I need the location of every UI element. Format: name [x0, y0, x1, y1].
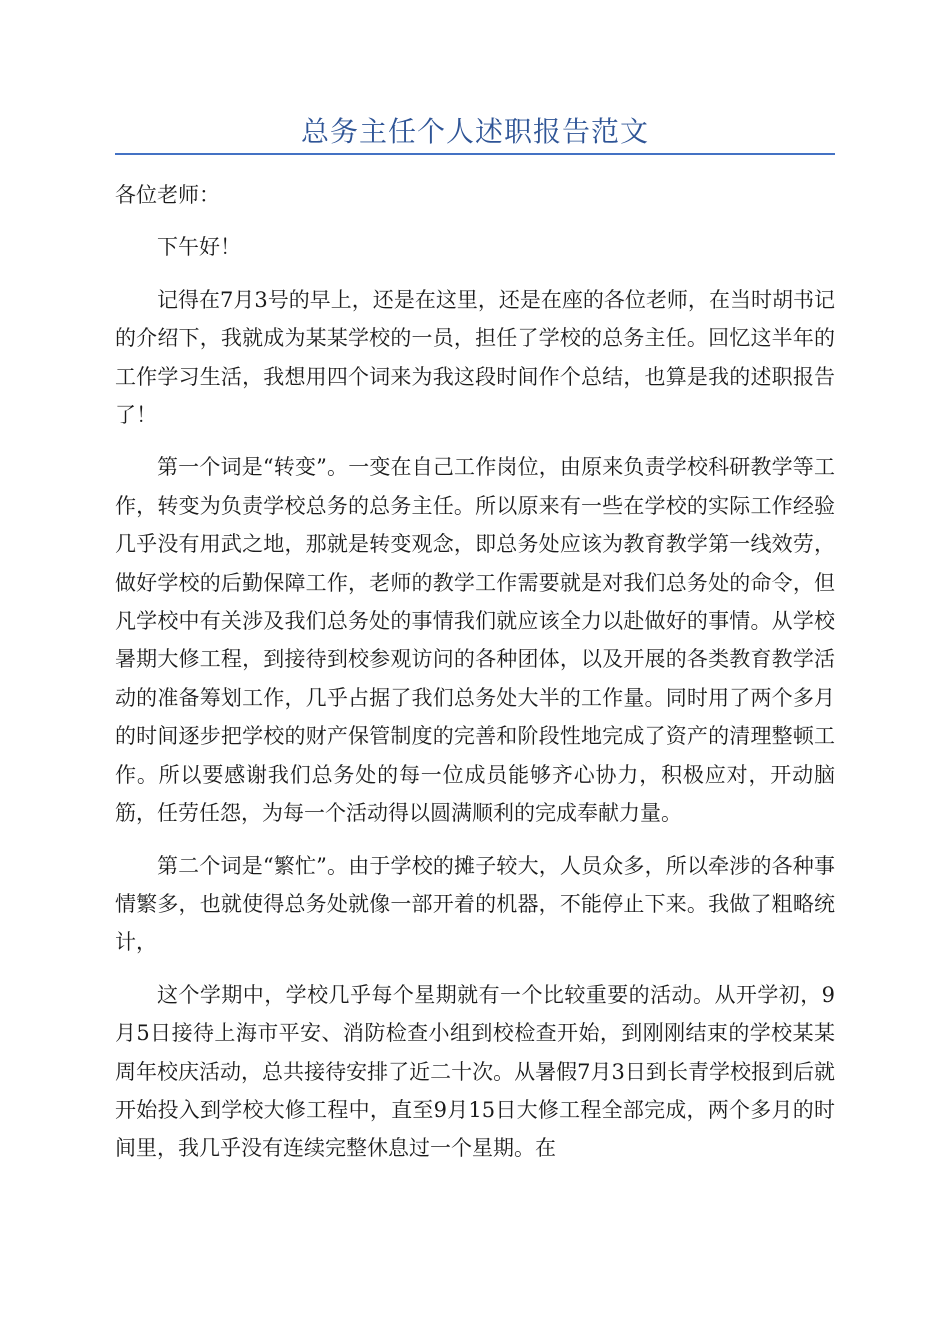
document-body: [115, 176, 835, 1182]
document-title: 总务主任个人述职报告范文: [300, 115, 649, 148]
paragraph-intro: 记得在7月3号的早上，还是在这里，还是在座的各位老师，在当时胡书记的介绍下，我就成为某某学校的一员，担任了学校的总务主任。回忆这半年的工作学习生活，我想用四个词来为我这段时间作个总结，也算是我的述职报告了！: [115, 287, 835, 428]
salutation: 各位老师：: [115, 183, 220, 207]
title-underline: [115, 153, 835, 155]
paragraph-second-word: 第二个词是“繁忙”。由于学校的摊子较大，人员众多，所以牵涉的各种事情繁多，也就使得总务处就像一部开着的机器，不能停止下来。我做了粗略统计，: [115, 853, 835, 955]
paragraph-semester: 这个学期中，学校几乎每个星期就有一个比较重要的活动。从开学初，9月5日接待上海市平安、消防检查小组到校检查开始，到刚刚结束的学校某某周年校庆活动，总共接待安排了近二十次。从暑假7月3日到长青学校报到后就开始投入到学校大修工程中，直至9月15日大修工程全部完成，两个多月的时间里，我几乎没有连续完整休息过一个星期。在: [115, 982, 835, 1161]
greeting: 下午好！: [157, 235, 241, 260]
paragraph-first-word: 第一个词是“转变”。一变在自己工作岗位，由原来负责学校科研教学等工作，转变为负责学校总务的总务主任。所以原来有一些在学校的实际工作经验几乎没有用武之地，那就是转变观念，即总务处应该为教育教学第一线效劳，做好学校的后勤保障工作，老师的教学工作需要就是对我们总务处的命令，但凡学校中有关涉及我们总务处的事情我们就应该全力以赴做好的事情。从学校暑期大修工程，到接待到校参观访问的各种团体，以及开展的各类教育教学活动的准备筹划工作，几乎占据了我们总务处大半的工作量。同时用了两个多月的时间逐步把学校的财产保管制度的完善和阶段性地完成了资产的清理整顿工作。所以要感谢我们总务处的每一位成员能够齐心协力，积极应对，开动脑筋，任劳任怨，为每一个活动得以圆满顺利的完成奉献力量。: [115, 455, 835, 826]
